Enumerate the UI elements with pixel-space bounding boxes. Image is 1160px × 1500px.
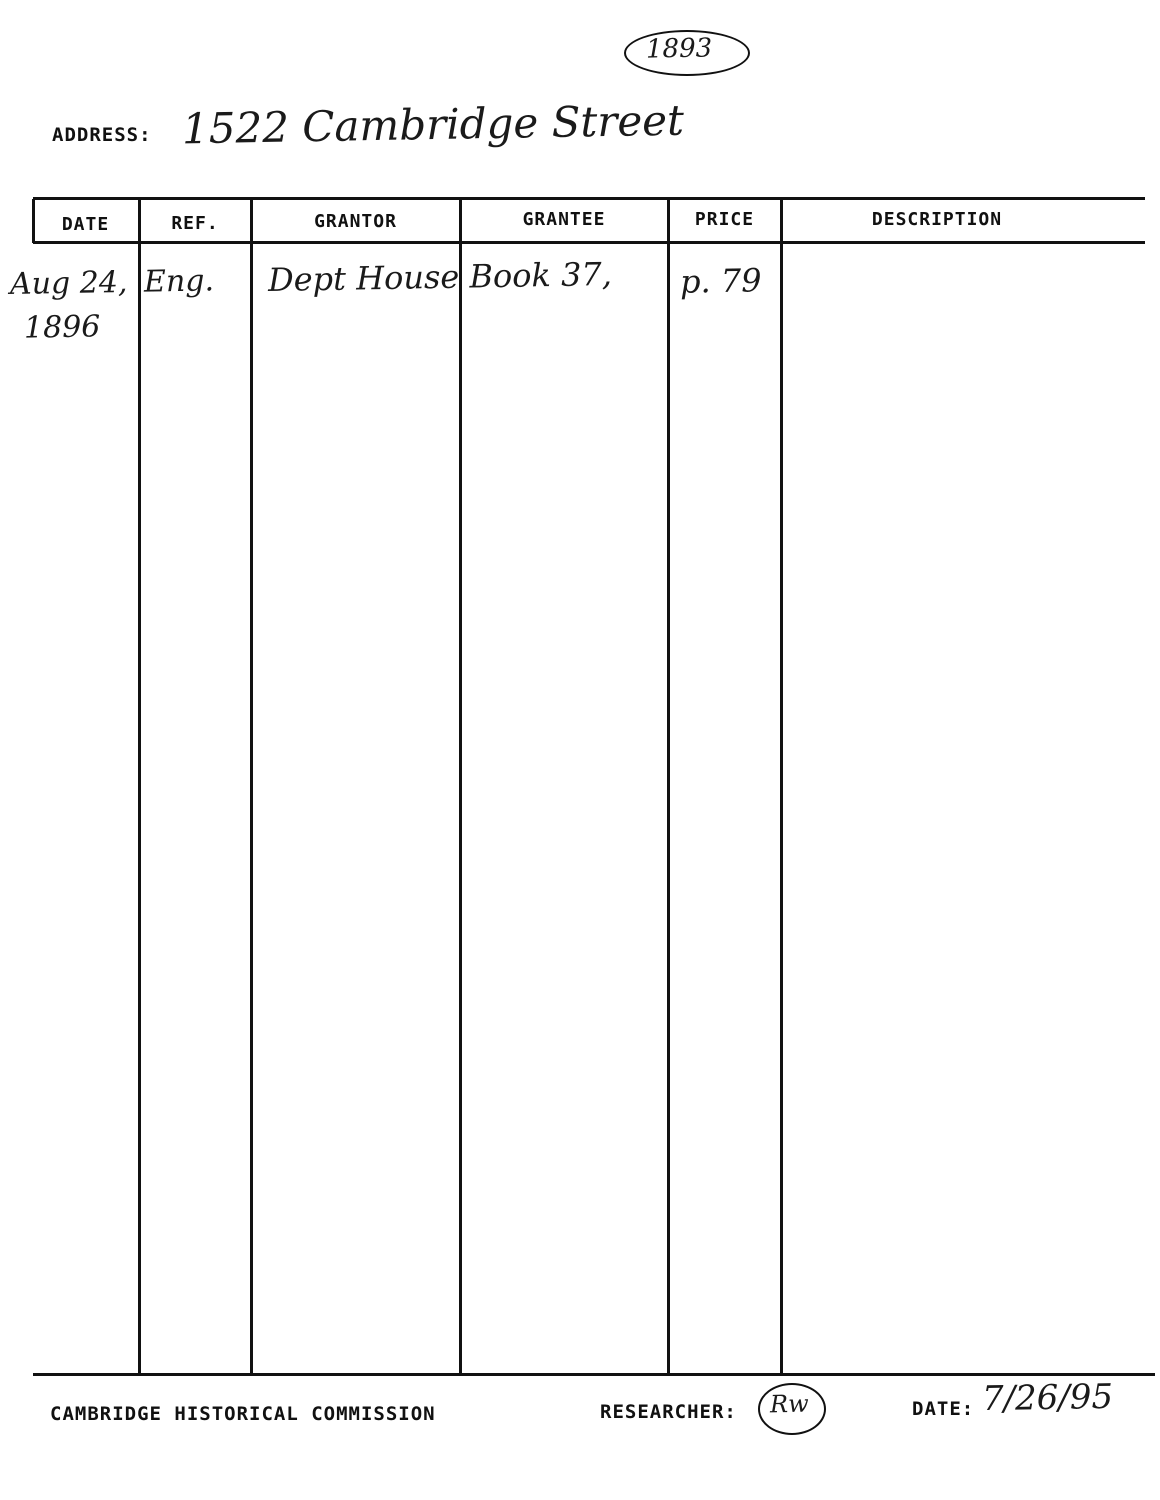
researcher-label: RESEARCHER:: [600, 1401, 737, 1423]
row-date-line2: 1896: [23, 309, 101, 346]
column-header-ref: REF.: [171, 213, 219, 234]
column-divider-grantee-price: [667, 199, 670, 1375]
address-label: ADDRESS:: [52, 124, 152, 146]
column-header-grantee: GRANTEE: [522, 209, 606, 230]
address-value: 1522 Cambridge Street: [181, 95, 685, 154]
table-header-rule: [33, 241, 1145, 244]
row-date-line1: Aug 24,: [9, 264, 128, 303]
date-label: DATE:: [912, 1398, 975, 1420]
column-divider-grantor-grantee: [459, 199, 462, 1375]
column-header-date: DATE: [61, 214, 110, 235]
column-header-grantor: GRANTOR: [314, 211, 397, 232]
column-divider-ref-grantor: [250, 199, 253, 1375]
date-value: 7/26/95: [981, 1376, 1114, 1420]
column-divider-price-description: [780, 199, 783, 1375]
column-header-price: PRICE: [694, 209, 755, 230]
row-ref: Eng.: [143, 263, 215, 300]
row-entry: Dept House Book 37,: [267, 255, 613, 299]
year-circled: 1893: [645, 33, 713, 65]
column-divider-date-ref: [138, 199, 141, 1375]
researcher-initials: Rw: [769, 1389, 809, 1419]
table-top-rule: [33, 197, 1145, 200]
row-price: p. 79: [679, 261, 762, 301]
organization-name: CAMBRIDGE HISTORICAL COMMISSION: [50, 1403, 436, 1425]
table-bottom-rule: [33, 1373, 1155, 1376]
column-header-description: DESCRIPTION: [871, 209, 1003, 230]
